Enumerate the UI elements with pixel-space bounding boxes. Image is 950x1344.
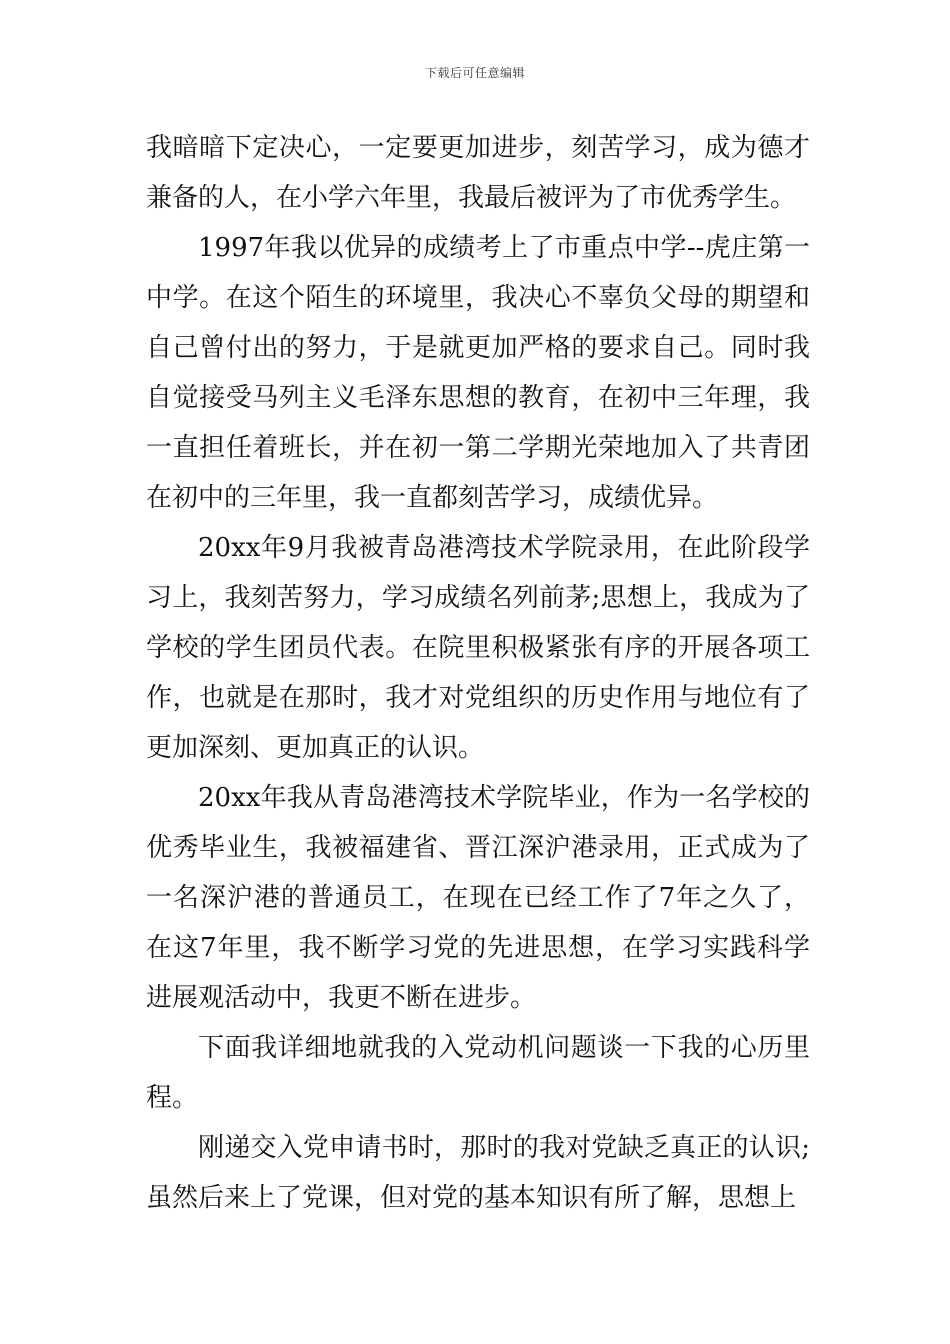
paragraph-5: 下面我详细地就我的入党动机问题谈一下我的心历里程。 (146, 1033, 810, 1113)
document-body (146, 123, 810, 1223)
paragraph-6: 刚递交入党申请书时，那时的我对党缺乏真正的认识;虽然后来上了党课，但对党的基本知识有所了解，思想上 (146, 1133, 810, 1213)
page-header-note: 下载后可任意编辑 (424, 66, 525, 80)
paragraph-1: 我暗暗下定决心，一定要更加进步，刻苦学习，成为德才兼备的人，在小学六年里，我最后被评为了市优秀学生。 (146, 133, 810, 213)
paragraph-4: 20xx年我从青岛港湾技术学院毕业，作为一名学校的优秀毕业生，我被福建省、晋江深沪港录用，正式成为了一名深沪港的普通员工，在现在已经工作了7年之久了，在这7年里，我不断学习党的先进思想，在学习实践科学进展观活动中，我更不断在进步。 (146, 783, 810, 1013)
paragraph-3: 20xx年9月我被青岛港湾技术学院录用，在此阶段学习上，我刻苦努力，学习成绩名列前茅;思想上，我成为了学校的学生团员代表。在院里积极紧张有序的开展各项工作，也就是在那时，我才对党组织的历史作用与地位有了更加深刻、更加真正的认识。 (146, 533, 810, 763)
paragraph-2: 1997年我以优异的成绩考上了市重点中学--虎庄第一中学。在这个陌生的环境里，我决心不辜负父母的期望和自己曾付出的努力，于是就更加严格的要求自己。同时我自觉接受马列主义毛泽东思想的教育，在初中三年理，我一直担任着班长，并在初一第二学期光荣地加入了共青团在初中的三年里，我一直都刻苦学习，成绩优异。 (146, 233, 810, 513)
